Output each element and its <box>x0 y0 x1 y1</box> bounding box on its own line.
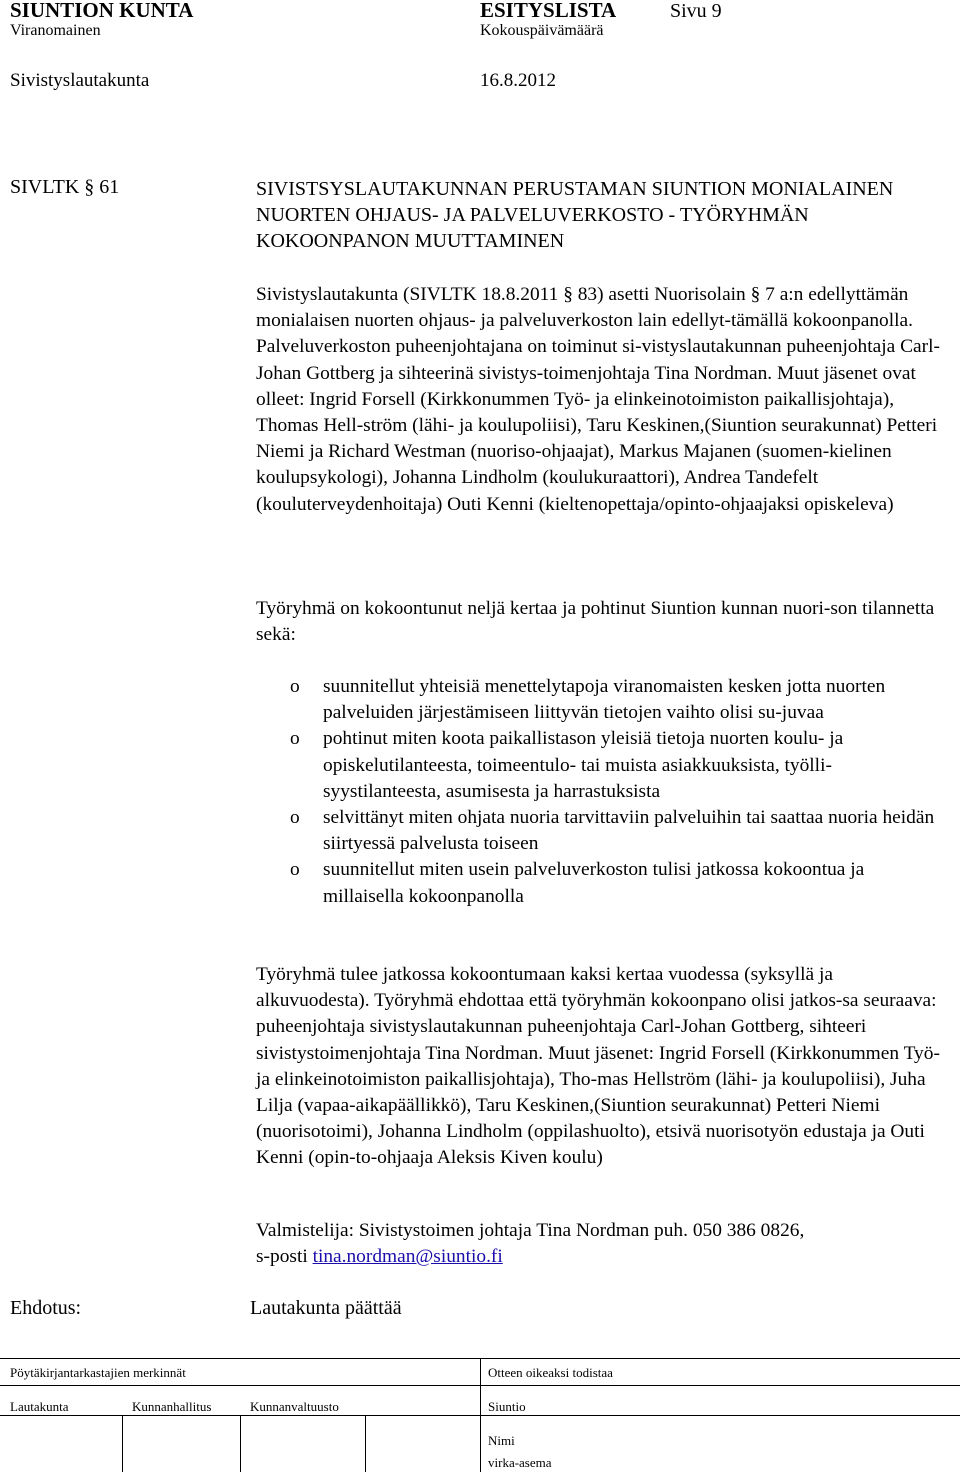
list-item-text: suunnitellut miten usein palveluverkoston tulisi jatkossa kokoontua ja millaisella kokoonpanolla <box>323 859 865 907</box>
email-prefix: s-posti <box>256 1246 313 1268</box>
footer-divider <box>0 1385 960 1386</box>
footer-divider <box>122 1415 123 1472</box>
section-title: SIVISTSYSLAUTAKUNNAN PERUSTAMAN SIUNTION MONIALAINEN NUORTEN OHJAUS- JA PALVELUVERKOSTO - TYÖRYHMÄN KOKOONPANON MUUTTAMINEN <box>256 178 894 252</box>
document-type: ESITYSLISTA <box>480 0 617 22</box>
section-code: SIVLTK § 61 <box>10 176 120 198</box>
committee-name: Sivistyslautakunta <box>10 70 150 91</box>
footer-col-board: Lautakunta <box>10 1399 69 1414</box>
page-number: Sivu 9 <box>670 0 722 22</box>
footer-certified-label: Otteen oikeaksi todistaa <box>488 1365 613 1380</box>
footer-name-label: Nimi <box>488 1433 515 1448</box>
footer-col-municipal-board: Kunnanhallitus <box>132 1399 212 1414</box>
footer-place: Siuntio <box>488 1399 526 1414</box>
email-line <box>256 1244 946 1270</box>
list-item <box>256 674 946 726</box>
bullet-marker: o <box>290 859 300 881</box>
footer-divider <box>365 1415 366 1472</box>
footer-col-council: Kunnanvaltuusto <box>250 1399 339 1414</box>
footer-checkers-label: Pöytäkirjantarkastajien merkinnät <box>10 1365 186 1380</box>
proposal-text: Lautakunta päättää <box>250 1297 402 1319</box>
list-item-text: pohtinut miten koota paikallistason yleisiä tietoja nuorten koulu- ja opiskelutilanteesta, toimeentulo- tai muista asiakkuuksista, työlli-syystilanteesta, asumisesta ja harrastuksista <box>323 728 844 802</box>
bullet-marker: o <box>290 728 300 750</box>
footer-divider <box>240 1415 241 1472</box>
meeting-date-label: Kokouspäivämäärä <box>480 22 604 39</box>
footer-position-label: virka-asema <box>488 1455 552 1470</box>
preparer-info <box>256 1218 946 1270</box>
municipality-name: SIUNTION KUNTA <box>10 0 194 22</box>
bullet-marker: o <box>290 807 300 829</box>
list-item <box>256 805 946 857</box>
list-item-text: suunnitellut yhteisiä menettelytapoja viranomaisten kesken jotta nuorten palveluiden järjestämiseen liittyvän tietojen vaihto olisi su-juvaa <box>323 676 886 724</box>
task-list <box>256 674 946 910</box>
proposal-label: Ehdotus: <box>10 1297 82 1319</box>
authority-label: Viranomainen <box>10 22 101 39</box>
footer-divider <box>0 1415 960 1416</box>
list-item <box>256 857 946 909</box>
footer-table <box>0 1358 960 1472</box>
list-item <box>256 726 946 805</box>
list-item-text: selvittänyt miten ohjata nuoria tarvittaviin palveluihin tai saattaa nuoria heidän siirtyessä palvelusta toiseen <box>323 807 935 855</box>
bullet-marker: o <box>290 676 300 697</box>
preparer-line: Valmistelija: Sivistystoimen johtaja Tina Nordman puh. 050 386 0826, <box>256 1220 805 1241</box>
paragraph-work-summary: Työryhmä on kokoontunut neljä kertaa ja pohtinut Siuntion kunnan nuori-son tilannetta sekä: <box>256 598 935 646</box>
paragraph-future-composition: Työryhmä tulee jatkossa kokoontumaan kaksi kertaa vuodessa (syksyllä ja alkuvuodesta). Työryhmä ehdottaa että työryhmän kokoonpano olisi jatkos-sa seuraava: puheenjohtaja sivistyslautakunnan puheenjohtaja Carl-Johan Gottberg, sihteeri sivistystoimenjohtaja Tina Nordman. Muut jäsenet: Ingrid Forsell (Kirkkonummen Työ- ja elinkeinotoimiston paikallisjohtaja), Tho-mas Hellström (lähi- ja koulupoliisi), Juha Lilja (vapaa-aikapäällikkö), Taru Keskinen,(Siuntion seurakunnat) Petteri Niemi (nuorisotoimi), Johanna Lindholm (oppilashuolto), etsivä nuorisotyön edustaja ja Outi Kenni (opin-to-ohjaaja Aleksis Kiven koulu) <box>256 964 940 1169</box>
email-link[interactable]: tina.nordman@siuntio.fi <box>312 1246 503 1268</box>
paragraph-background: Sivistyslautakunta (SIVLTK 18.8.2011 § 83) asetti Nuorisolain § 7 a:n edellyttämän monialaisen nuorten ohjaus- ja palveluverkoston lain edellyt-tämällä kokoonpanolla. Palveluverkoston puheenjohtajana on toiminut si-vistyslautakunnan puheenjohtaja Carl-Johan Gottberg ja sihteerinä sivistys-toimenjohtaja Tina Nordman. Muut jäsenet ovat olleet: Ingrid Forsell (Kirkkonummen Työ- ja elinkeinotoimiston paikallisjohtaja), Thomas Hell-ström (lähi- ja koulupoliisi), Taru Keskinen,(Siuntion seurakunnat) Petteri Niemi ja Richard Westman (nuoriso-ohjaajat), Markus Majanen (suomen-kielinen koulupsykologi), Johanna Lindholm (koulukuraattori), Andrea Tandefelt (kouluterveydenhoitaja) Outi Kenni (kieltenopettaja/opinto-ohjaajaksi opiskeleva) <box>256 284 940 515</box>
meeting-date: 16.8.2012 <box>480 70 556 91</box>
